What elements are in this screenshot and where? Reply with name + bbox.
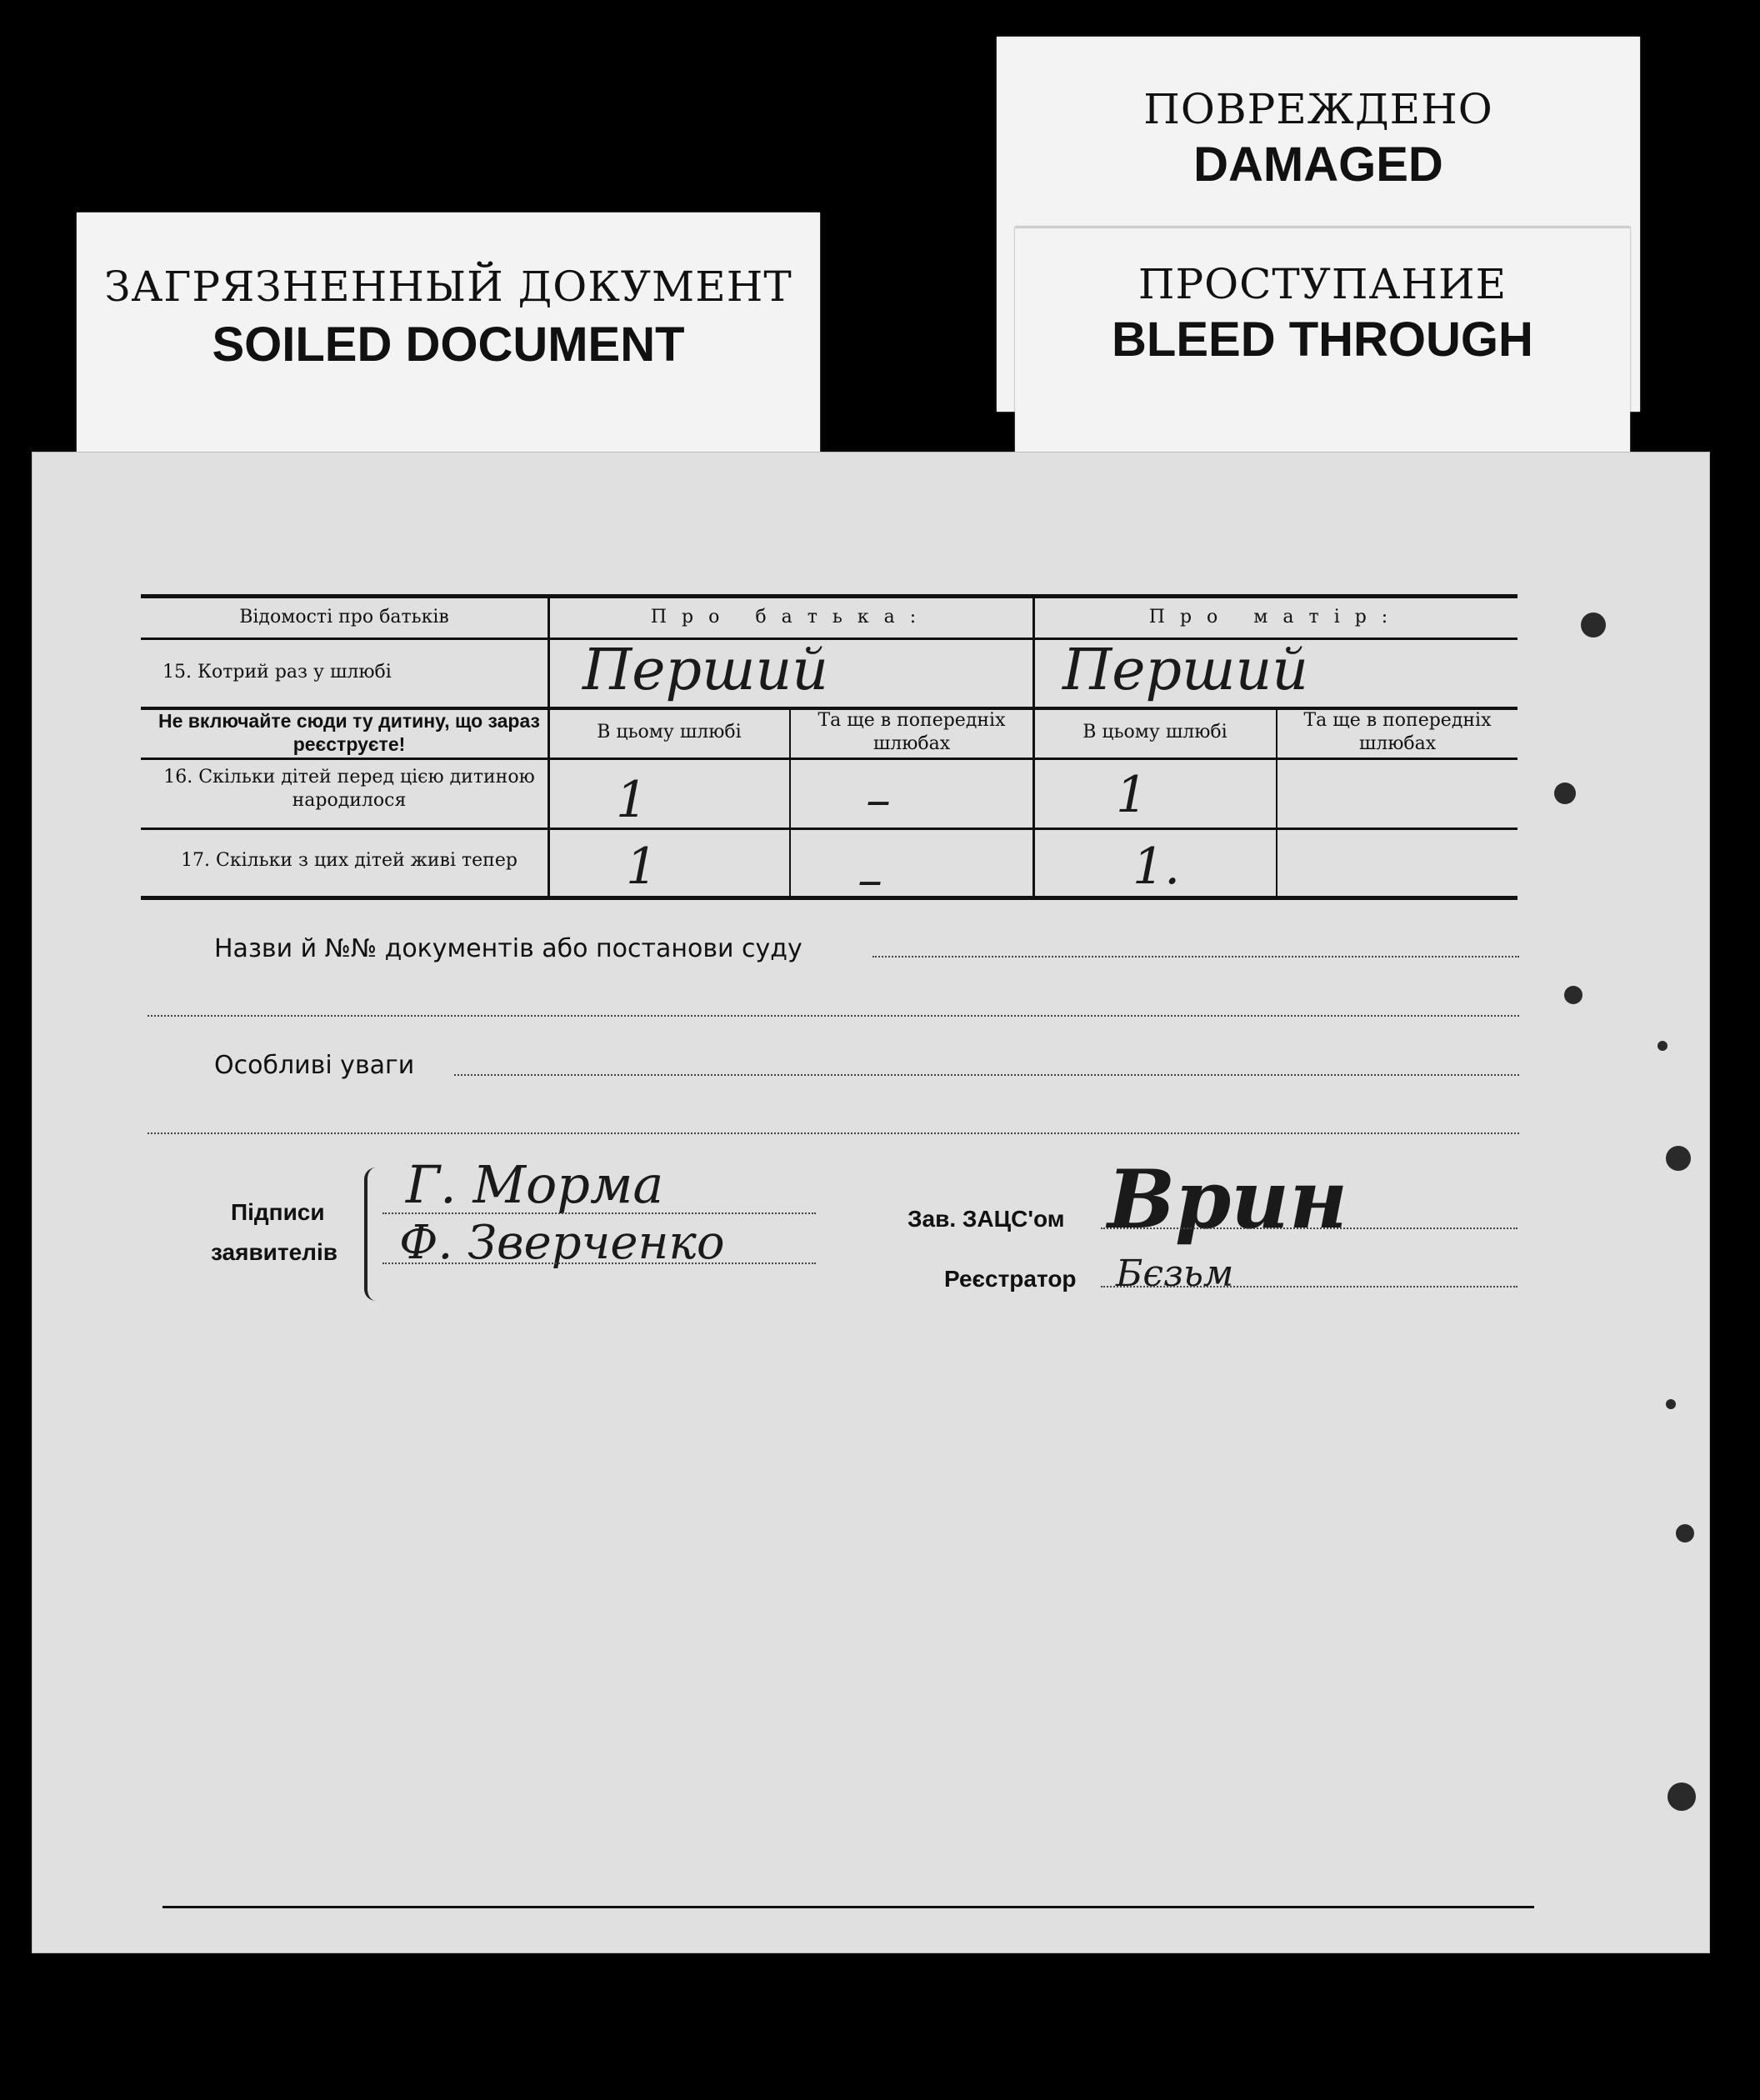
punch-hole — [1666, 1146, 1691, 1171]
documents-line — [872, 956, 1519, 958]
signatures-brace — [364, 1168, 381, 1301]
documents-label: Назви й №№ документів або постанови суду — [214, 934, 802, 963]
table-row16-rule — [141, 828, 1518, 830]
bottom-rule — [162, 1906, 1534, 1908]
table-top-rule — [141, 594, 1518, 598]
row16-mother-this: 1 — [1116, 766, 1148, 824]
registrar-label: Реєстратор — [944, 1266, 1077, 1292]
head-signature: Врин — [1108, 1152, 1348, 1247]
row15-father-value: Перший — [582, 638, 829, 703]
registrar-line — [1101, 1286, 1518, 1288]
registrar-signature: Бєзьм — [1116, 1252, 1234, 1295]
signatures-label: Підписи — [231, 1199, 325, 1225]
subheader-father-this-marriage: В цьому шлюбі — [597, 722, 742, 742]
row16-label: 16. Скільки дітей перед цією дитиною народилося — [163, 767, 535, 811]
bleed-label-ru: ПРОСТУПАНИЕ — [1138, 260, 1508, 308]
notes-line-2 — [148, 1132, 1519, 1134]
exclusion-note: Не включайте сюди ту дитину, що зараз реєструєте! — [158, 710, 540, 755]
row17-father-prev: – — [858, 851, 882, 909]
bleed-through-card — [1015, 227, 1630, 470]
notes-label: Особливі уваги — [214, 1051, 415, 1080]
header-parents-info: Відомості про батьків — [239, 607, 449, 628]
table-header-rule — [141, 638, 1518, 640]
punch-hole — [1658, 1041, 1668, 1051]
head-line — [1101, 1228, 1518, 1229]
row16-father-this: 1 — [616, 771, 648, 829]
row17-label: 17. Скільки з цих дітей живі тепер — [181, 850, 518, 871]
soiled-label-en: SOILED DOCUMENT — [212, 318, 685, 372]
punch-hole — [1676, 1524, 1694, 1542]
applicant-signature-1: Г. Морма — [406, 1154, 664, 1215]
punch-hole — [1564, 986, 1582, 1004]
row15-label: 15. Котрий раз у шлюбі — [162, 662, 392, 682]
bleed-label-en: BLEED THROUGH — [1112, 312, 1533, 367]
header-about-mother: Про матір: — [1148, 607, 1403, 628]
damaged-label-en: DAMAGED — [1193, 138, 1443, 192]
head-label: Зав. ЗАЦС'ом — [908, 1206, 1065, 1232]
punch-hole — [1581, 612, 1606, 638]
documents-line-2 — [148, 1015, 1519, 1017]
table-bottom-rule — [141, 896, 1518, 900]
table-divider — [1032, 594, 1035, 899]
soiled-document-card — [77, 212, 820, 462]
registration-form-sheet — [32, 452, 1710, 1953]
row17-father-this: 1 — [626, 838, 658, 896]
punch-hole — [1554, 782, 1576, 804]
subheader-mother-this-marriage: В цьому шлюбі — [1082, 722, 1228, 742]
signature-line-2 — [382, 1262, 816, 1264]
punch-hole — [1668, 1782, 1696, 1811]
row15-mother-value: Перший — [1062, 638, 1309, 703]
row17-mother-this: 1. — [1132, 838, 1181, 896]
punch-hole — [1666, 1399, 1676, 1409]
subheader-mother-previous: Та ще в попередніх шлюбах — [1303, 710, 1492, 754]
row16-father-prev: – — [866, 771, 891, 829]
table-subheader-rule — [141, 758, 1518, 760]
applicant-signature-2: Ф. Зверченко — [399, 1216, 725, 1270]
soiled-label-ru: ЗАГРЯЗНЕННЫЙ ДОКУМЕНТ — [104, 262, 792, 311]
notes-line — [454, 1074, 1519, 1076]
signatures-label-2: заявителів — [211, 1239, 338, 1265]
signature-line-1 — [382, 1212, 816, 1214]
damaged-label-ru: ПОВРЕЖДЕНО — [1143, 85, 1493, 133]
header-about-father: Про батька: — [650, 607, 932, 628]
subheader-father-previous: Та ще в попередніх шлюбах — [818, 710, 1006, 754]
